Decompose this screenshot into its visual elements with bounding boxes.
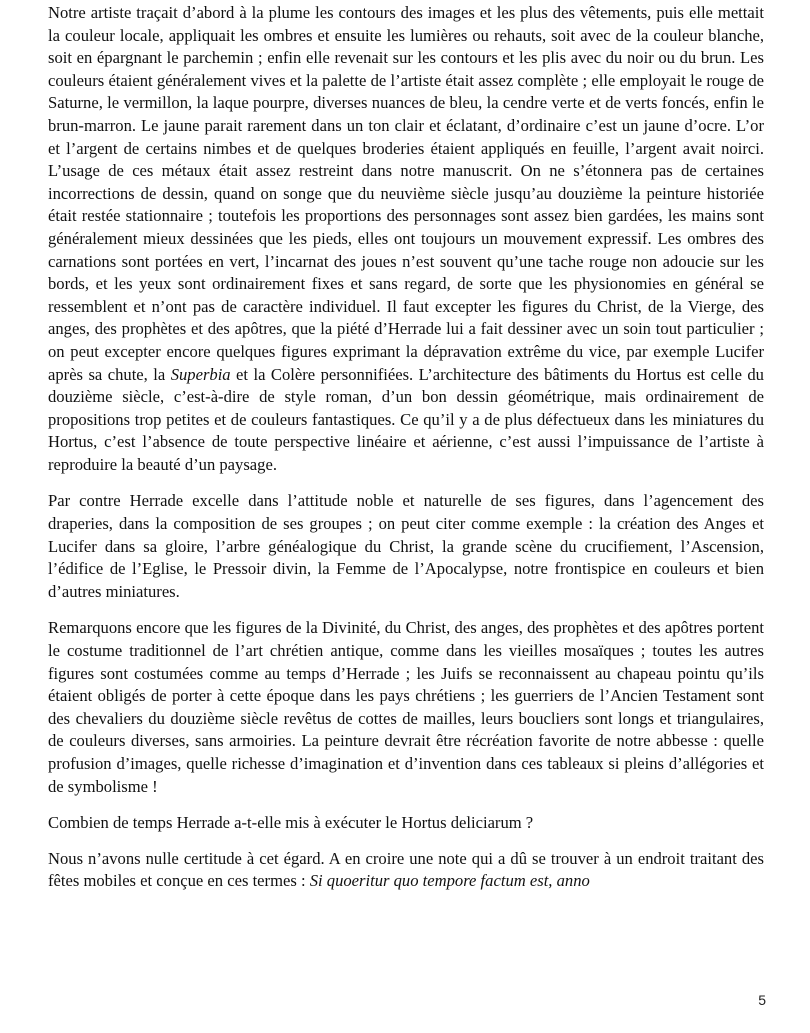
paragraph-question: Combien de temps Herrade a-t-elle mis à exécuter le Hortus deliciarum ? [48, 813, 534, 833]
latin-quote-italic: Si quoeritur quo tempore factum est, anno [309, 871, 590, 891]
paragraph-certitude [48, 848, 764, 893]
paragraph-colors-text-end: et la Colère personnifiées. L’architecture des bâtiments du Hortus est celle du douzième siècle, c’est-à-dire de style roman, d’un bon dessin géométrique, mais ordinairement de propositions trop petites et de couleurs fantastiques. Ce qu’il y a de plus défectueux dans les miniatures du Hortus, c’est l’absence de toute perspective linéaire et aérienne, c’est aussi l’impuissance de l’artiste à reproduire la beauté d’un paysage. [48, 364, 764, 474]
paragraph-colors [48, 2, 764, 476]
paragraph-excellence: Par contre Herrade excelle dans l’attitude noble et naturelle de ses figures, dans l’agencement des draperies, dans la composition de ses groupes ; on peut citer comme exemple : la création des Anges et Lucifer dans sa gloire, l’arbre généalogique du Christ, la grande scène du crucifiement, l’Ascension, l’édifice de l’Eglise, le Pressoir divin, la Femme de l’Apocalypse, notre frontispice en couleurs et bien d’autres miniatures. [48, 491, 764, 601]
page-number: 5 [758, 992, 766, 1008]
superbia-italic: Superbia [170, 364, 231, 384]
paragraph-costumes: Remarquons encore que les figures de la Divinité, du Christ, des anges, des prophètes et des apôtres portent le costume traditionnel de l’art chrétien antique, comme dans les vieilles mosaïques ; toutes les autres figures sont costumées comme au temps d’Herrade ; les Juifs se reconnaissent au chapeau pointu qu’ils étaient obligés de porter à cette époque dans les pays chrétiens ; les guerriers de l’Ancien Testament sont des chevaliers du douzième siècle revêtus de cottes de mailles, leurs boucliers sont longs et triangulaires, de couleurs diverses, sans armoiries. La peinture devrait être récréation favorite de notre abbesse : quelle profusion d’images, quelle richesse d’imagination et d’invention dans ces tableaux si pleins d’allégories et de symbolisme ! [48, 618, 764, 796]
paragraph-certitude-text: Nous n’avons nulle certitude à cet égard. A en croire une note qui a dû se trouver à un endroit traitant des fêtes mobiles et conçue en ces termes : [48, 848, 764, 891]
paragraph-colors-text: Notre artiste traçait d’abord à la plume les contours des images et les plus des vêtements, puis elle mettait la couleur locale, appliquait les ombres et ensuite les lumières ou rehauts, soit avec de la couleur blanche, soit en épargnant le parchemin ; enfin elle revenait sur les contours et les plis avec du noir ou du brun. Les couleurs étaient généralement vives et la palette de l’artiste était assez complète ; elle employait le rouge de Saturne, le vermillon, la laque pourpre, diverses nuances de bleu, la cendre verte et de verts foncés, enfin le brun-marron. Le jaune parait rarement dans un ton clair et éclatant, d’ordinaire c’est un jaune d’ocre. L’or et l’argent de certains nimbes et de quelques broderies étaient appliqués en feuille, l’argent avait noirci. L’usage de ces métaux était assez restreint dans notre manuscrit. On ne s’étonnera pas de certaines incorrections de dessin, quand on songe que du neuvième siècle jusqu’au douzième la peinture historiée était restée stationnaire ; toutefois les proportions des personnages sont assez bien gardées, les mains sont généralement mieux dessinées que les pieds, elles ont toujours un mouvement expressif. Les ombres des carnations sont portées en vert, l’incarnat des joues n’est souvent qu’une tache rouge non adoucie sur les bords, et les yeux sont ordinairement fixes et sans regard, de sorte que les physionomies en général se ressemblent et n’ont pas de caractère individuel. Il faut excepter les figures du Christ, de la Vierge, des anges, des prophètes et des apôtres, que la piété d’Herrade lui a fait dessiner avec un soin tout particulier ; on peut excepter encore quelques figures exprimant la dépravation extrême du vice, par exemple Lucifer après sa chute, la [48, 3, 764, 384]
page-body [48, 2, 764, 907]
